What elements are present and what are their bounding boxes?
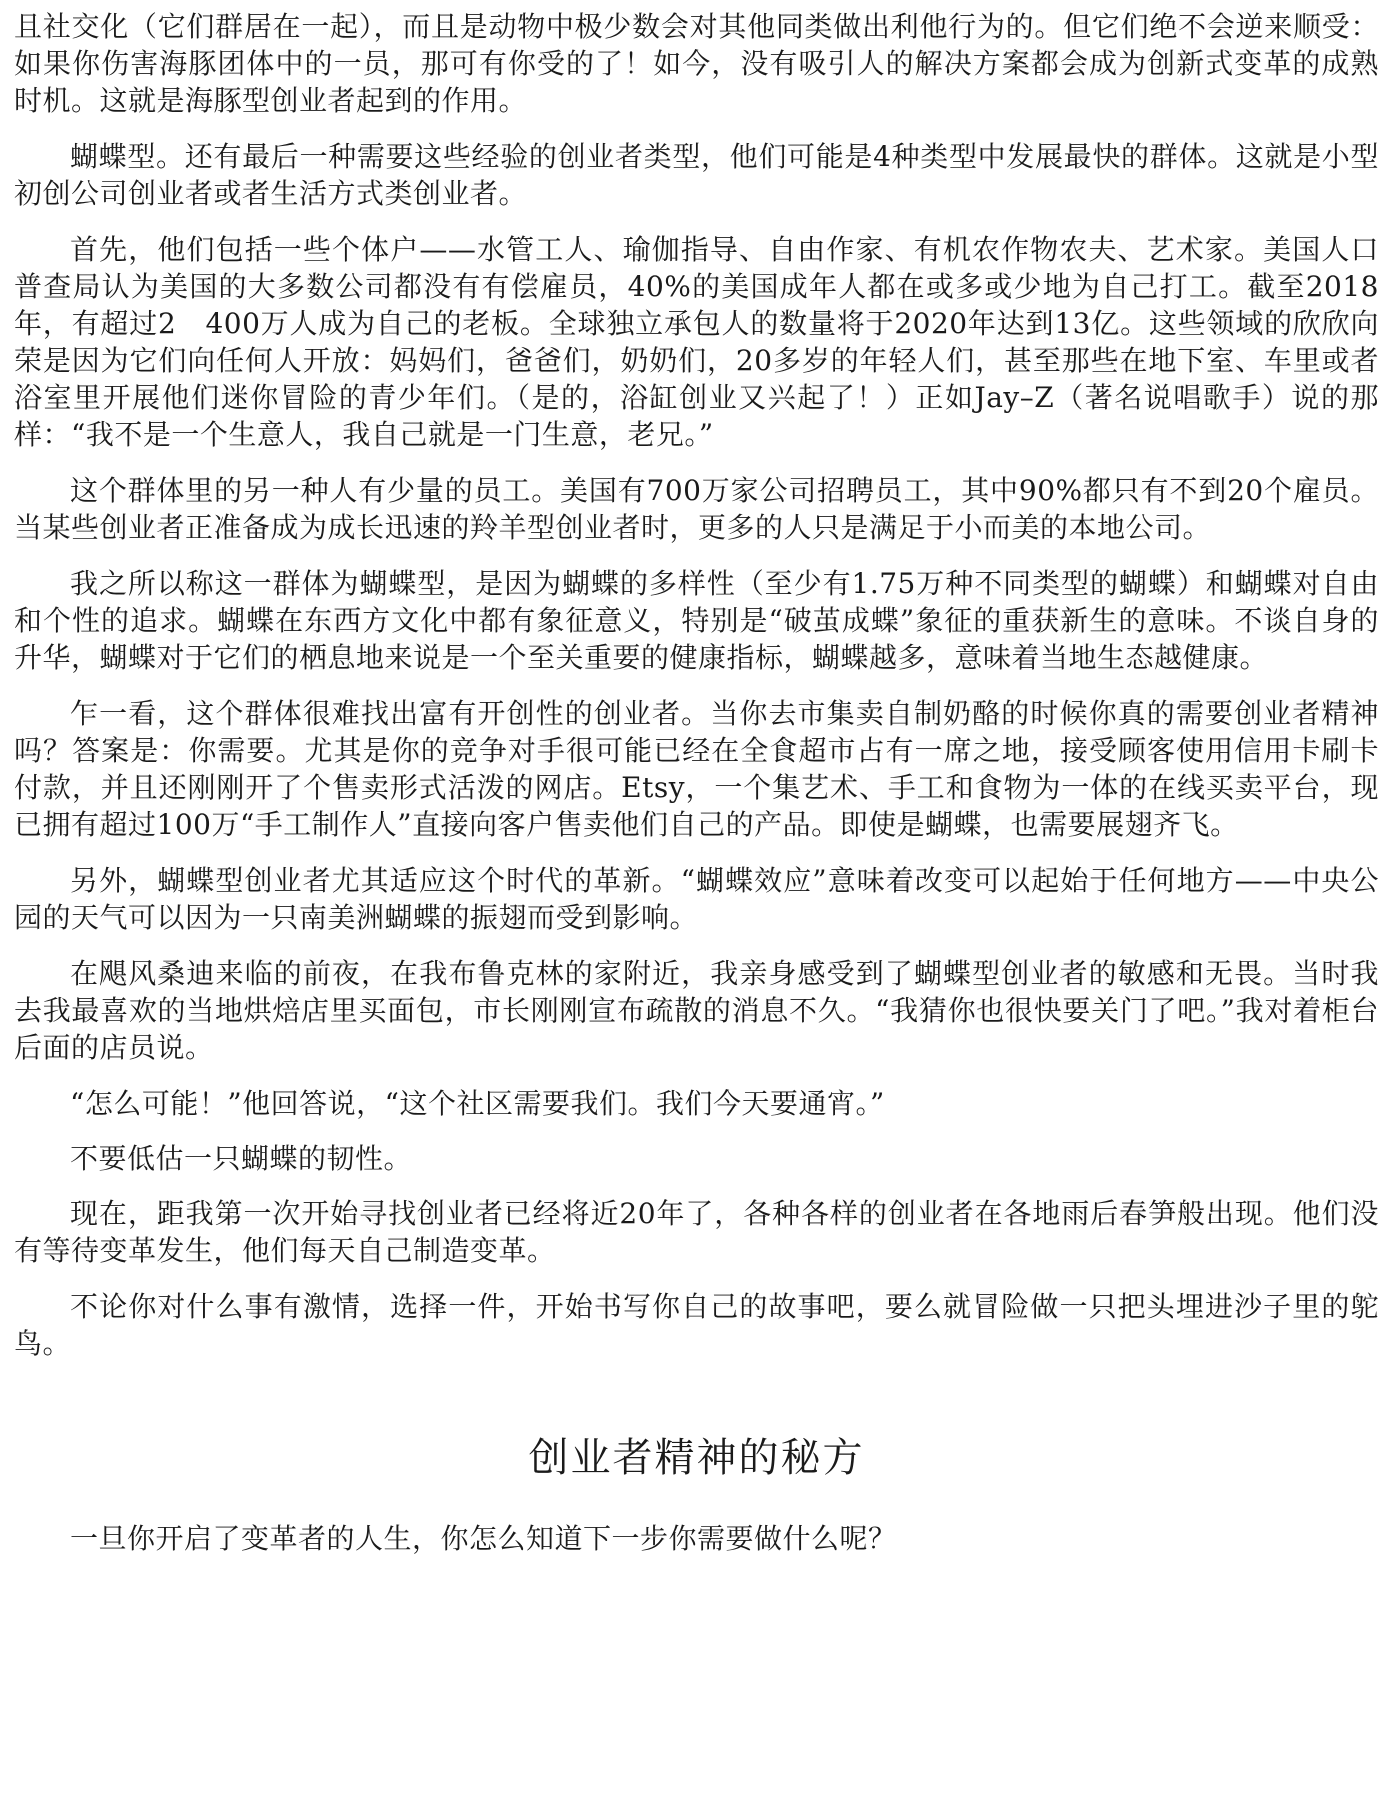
paragraph-butterfly-intro: 蝴蝶型。还有最后一种需要这些经验的创业者类型，他们可能是4种类型中发展最快的群体。这就是小型初创公司创业者或者生活方式类创业者。	[14, 140, 1379, 210]
paragraph-choose-passion: 不论你对什么事有激情，选择一件，开始书写你自己的故事吧，要么就冒险做一只把头埋进沙子里的鸵鸟。	[14, 1290, 1379, 1360]
paragraph-dolphin-conclusion: 且社交化（它们群居在一起），而且是动物中极少数会对其他同类做出利他行为的。但它们绝不会逆来顺受：如果你伤害海豚团体中的一员，那可有你受的了！如今，没有吸引人的解决方案都会成为创新式变革的成熟时机。这就是海豚型创业者起到的作用。	[14, 10, 1379, 117]
paragraph-butterfly-effect: 另外，蝴蝶型创业者尤其适应这个时代的革新。“蝴蝶效应”意味着改变可以起始于任何地方——中央公园的天气可以因为一只南美洲蝴蝶的振翅而受到影响。	[14, 864, 1379, 934]
paragraph-self-employed: 首先，他们包括一些个体户——水管工人、瑜伽指导、自由作家、有机农作物农夫、艺术家。美国人口普查局认为美国的大多数公司都没有有偿雇员，40%的美国成年人都在或多或少地为自己打工。截至2018年，有超过2 400万人成为自己的老板。全球独立承包人的数量将于2020年达到13亿。这些领域的欣欣向荣是因为它们向任何人开放：妈妈们，爸爸们，奶奶们，20多岁的年轻人们，甚至那些在地下室、车里或者浴室里开展他们迷你冒险的青少年们。（是的，浴缸创业又兴起了！）正如Jay–Z（著名说唱歌手）说的那样：“我不是一个生意人，我自己就是一门生意，老兄。”	[14, 233, 1379, 451]
section-heading: 创业者精神的秘方	[528, 1435, 865, 1481]
paragraph-next-step: 一旦你开启了变革者的人生，你怎么知道下一步你需要做什么呢？	[70, 1522, 897, 1555]
paragraph-entrepreneurial-spirit: 乍一看，这个群体很难找出富有开创性的创业者。当你去市集卖自制奶酪的时候你真的需要创业者精神吗？答案是：你需要。尤其是你的竞争对手很可能已经在全食超市占有一席之地，接受顾客使用信用卡刷卡付款，并且还刚刚开了个售卖形式活泼的网店。Etsy，一个集艺术、手工和食物为一体的在线买卖平台，现已拥有超过100万“手工制作人”直接向客户售卖他们自己的产品。即使是蝴蝶，也需要展翅齐飞。	[14, 697, 1379, 841]
paragraph-resilience: 不要低估一只蝴蝶的韧性。	[70, 1142, 413, 1175]
paragraph-twenty-years: 现在，距我第一次开始寻找创业者已经将近20年了，各种各样的创业者在各地雨后春笋般出现。他们没有等待变革发生，他们每天自己制造变革。	[14, 1197, 1379, 1267]
paragraph-hurricane-sandy: 在飓风桑迪来临的前夜，在我布鲁克林的家附近，我亲身感受到了蝴蝶型创业者的敏感和无畏。当时我去我最喜欢的当地烘焙店里买面包，市长刚刚宣布疏散的消息不久。“我猜你也很快要关门了吧。”我对着柜台后面的店员说。	[14, 957, 1379, 1064]
paragraph-bakery-reply: “怎么可能！”他回答说，“这个社区需要我们。我们今天要通宵。”	[70, 1087, 885, 1120]
paragraph-small-employers: 这个群体里的另一种人有少量的员工。美国有700万家公司招聘员工，其中90%都只有不到20个雇员。当某些创业者正准备成为成长迅速的羚羊型创业者时，更多的人只是满足于小而美的本地公司。	[14, 474, 1379, 544]
paragraph-butterfly-naming: 我之所以称这一群体为蝴蝶型，是因为蝴蝶的多样性（至少有1.75万种不同类型的蝴蝶）和蝴蝶对自由和个性的追求。蝴蝶在东西方文化中都有象征意义，特别是“破茧成蝶”象征的重获新生的意味。不谈自身的升华，蝴蝶对于它们的栖息地来说是一个至关重要的健康指标，蝴蝶越多，意味着当地生态越健康。	[14, 567, 1379, 674]
